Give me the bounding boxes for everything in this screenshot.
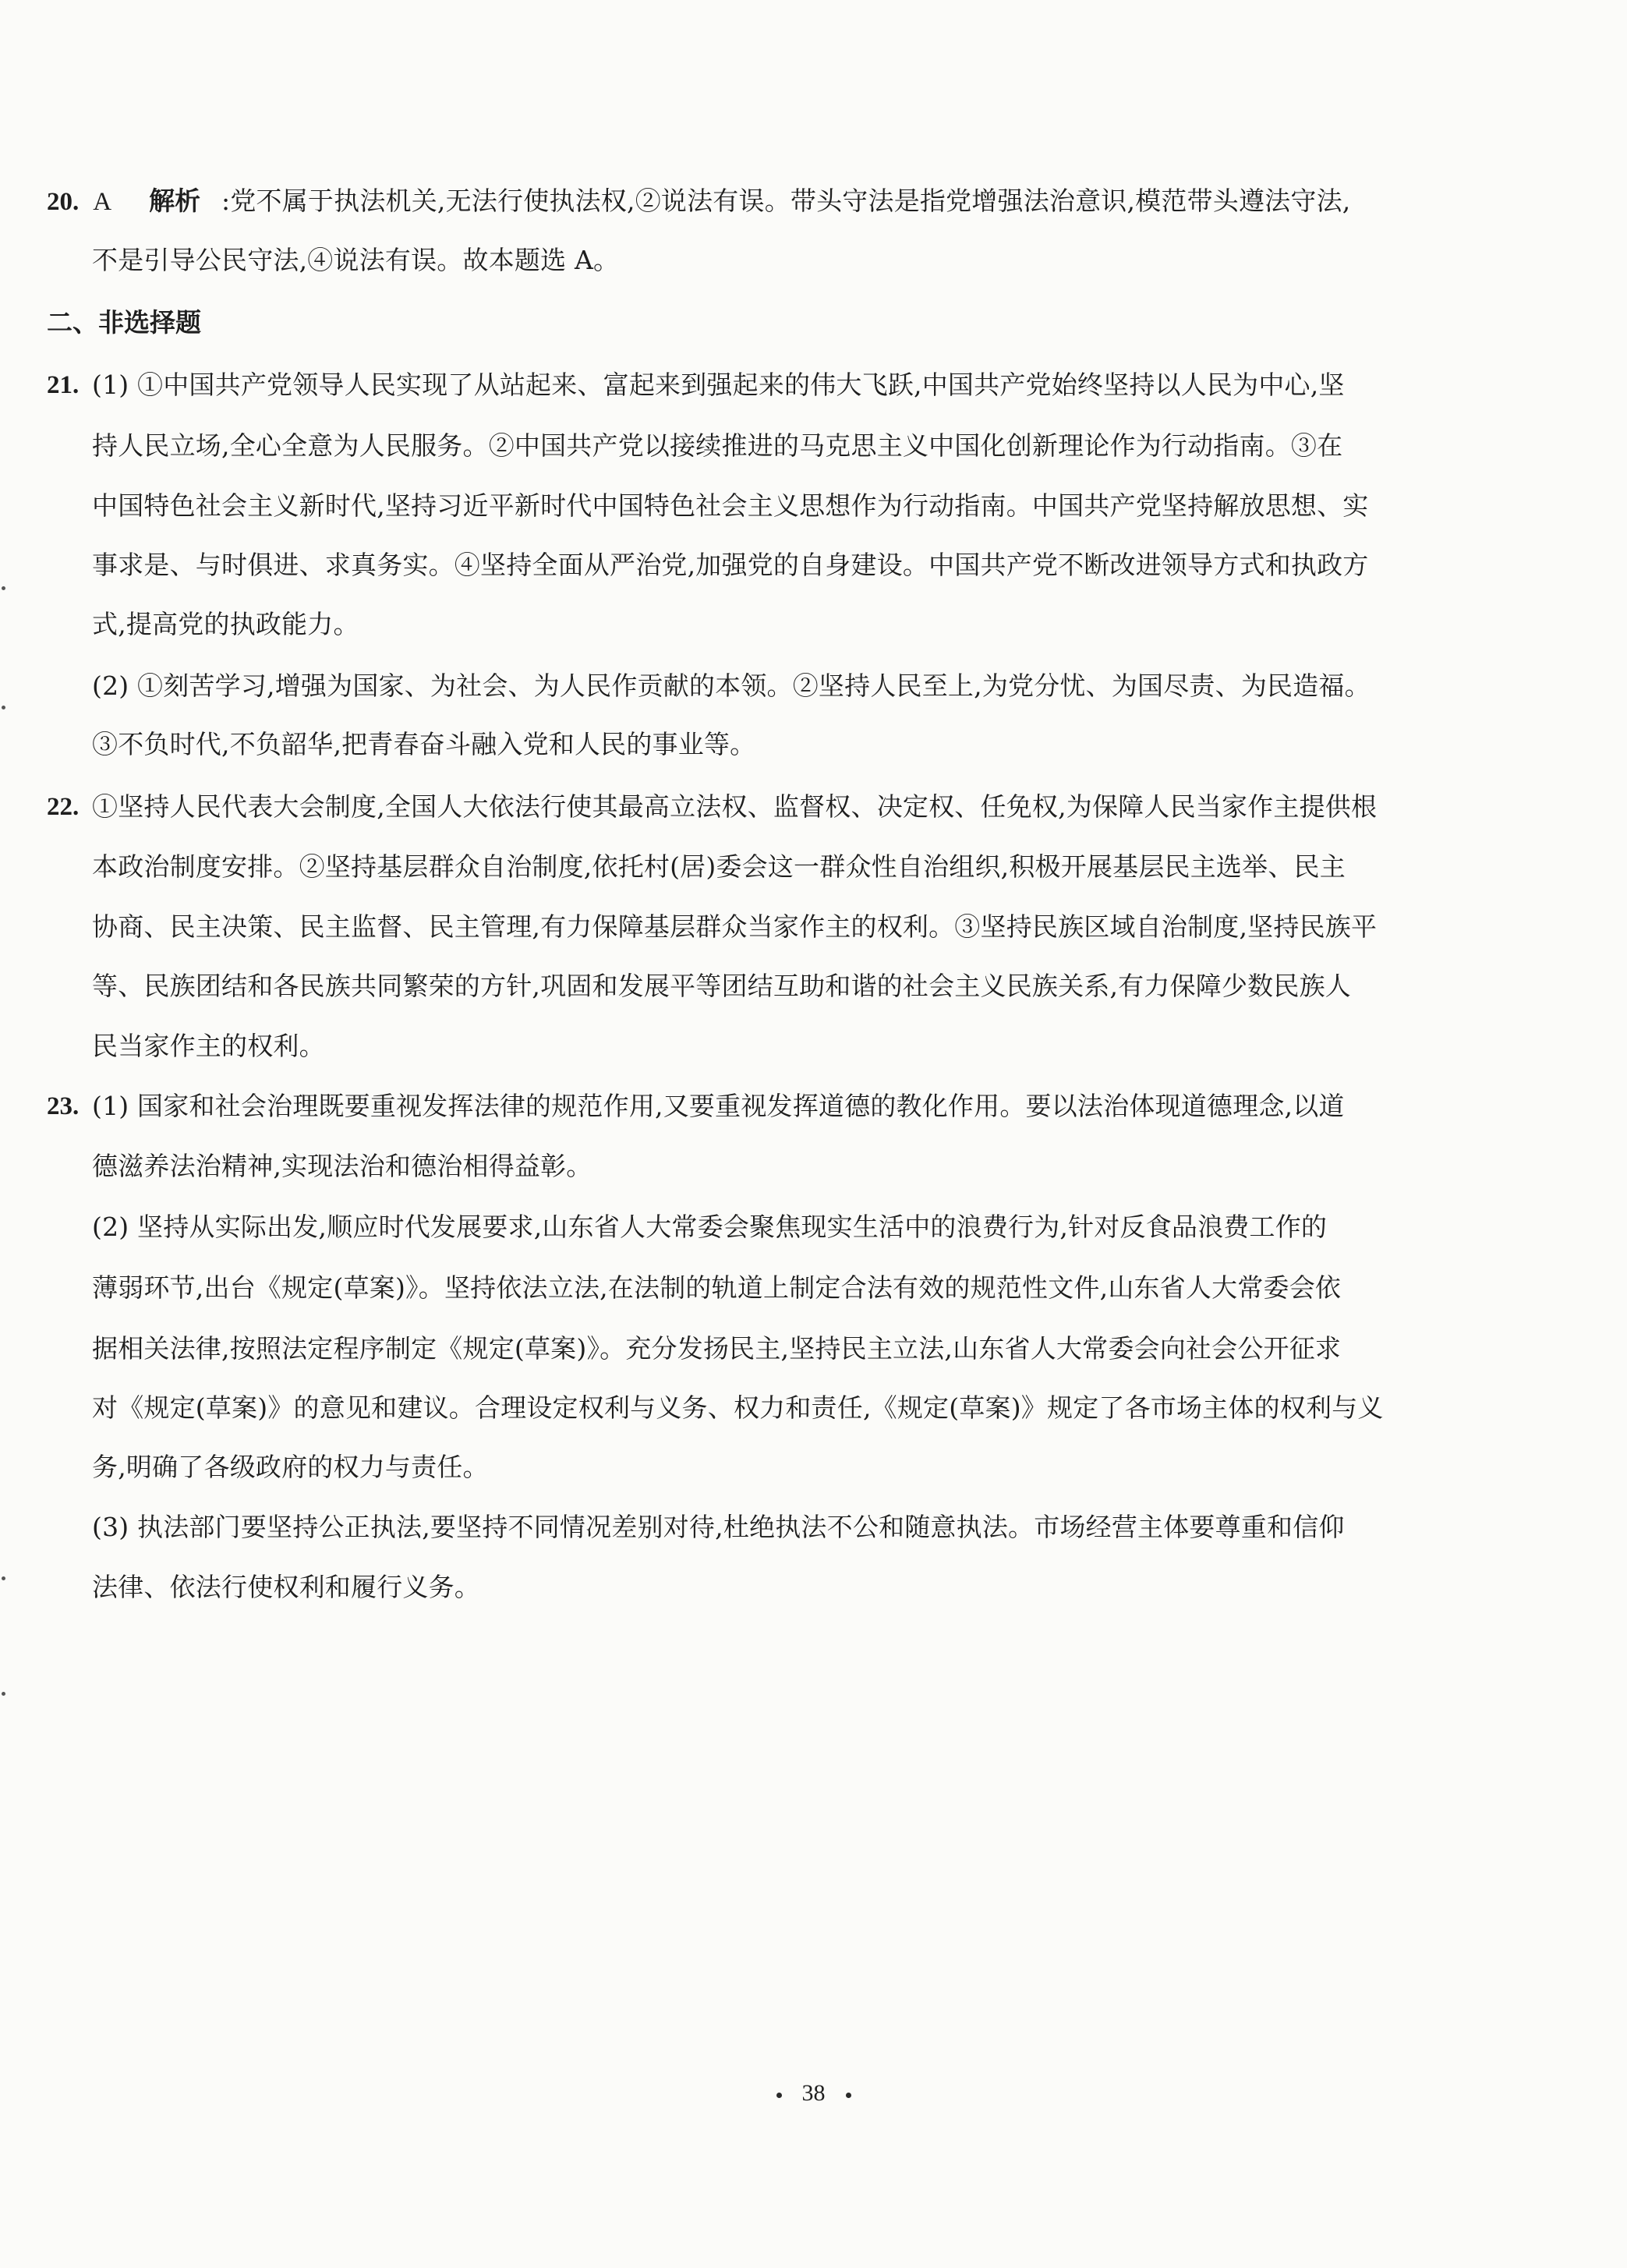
q20-analysis-label: 解析 bbox=[149, 186, 201, 216]
q20-line-1: :党不属于执法机关,无法行使执法权,②说法有误。带头守法是指党增强法治意识,模范带头遵法守法, bbox=[221, 186, 1351, 216]
q23-part2-line-3: 据相关法律,按照法定程序制定《规定(草案)》。充分发扬民主,坚持民主立法,山东省人大常委会向社会公开征求 bbox=[92, 1333, 1342, 1364]
q22-line-5: 民当家作主的权利。 bbox=[92, 1031, 325, 1061]
q21-number: 21. bbox=[47, 371, 80, 399]
q22-line-2: 本政治制度安排。②坚持基层群众自治制度,依托村(居)委会这一群众性自治组织,积极开展基层民主选举、民主 bbox=[92, 851, 1346, 882]
q21-part1-line-5: 式,提高党的执政能力。 bbox=[92, 609, 359, 639]
margin-mark bbox=[2, 586, 5, 590]
q23-part2-line-4: 对《规定(草案)》的意见和建议。合理设定权利与义务、权力和责任,《规定(草案)》规定了各市场主体的权利与义 bbox=[92, 1392, 1384, 1423]
q21-part1-line-3: 中国特色社会主义新时代,坚持习近平新时代中国特色社会主义思想作为行动指南。中国共产党坚持解放思想、实 bbox=[92, 490, 1369, 521]
page-number-right-dot bbox=[846, 2093, 851, 2098]
q23-part2-line-1: (2) 坚持从实际出发,顺应时代发展要求,山东省人大常委会聚焦现实生活中的浪费行为,针对反食品浪费工作的 bbox=[92, 1212, 1328, 1242]
q22-line-1: ①坚持人民代表大会制度,全国人大依法行使其最高立法权、监督权、决定权、任免权,为保障人民当家作主提供根 bbox=[92, 791, 1378, 822]
q22-line-4: 等、民族团结和各民族共同繁荣的方针,巩固和发展平等团结互助和谐的社会主义民族关系,有力保障少数民族人 bbox=[92, 971, 1351, 1001]
q23-part1-line-2: 德滋养法治精神,实现法治和德治相得益彰。 bbox=[92, 1151, 592, 1181]
q20-answer: A bbox=[93, 188, 112, 216]
margin-mark bbox=[2, 1576, 5, 1580]
q20-line-2: 不是引导公民守法,④说法有误。故本题选 A。 bbox=[92, 245, 620, 275]
q22-number: 22. bbox=[47, 793, 80, 821]
margin-mark bbox=[2, 706, 5, 709]
q21-part1-line-4: 事求是、与时俱进、求真务实。④坚持全面从严治党,加强党的自身建设。中国共产党不断改进领导方式和执政方 bbox=[92, 550, 1369, 580]
q23-part2-line-2: 薄弱环节,出台《规定(草案)》。坚持依法立法,在法制的轨道上制定合法有效的规范性文件,山东省人大常委会依 bbox=[92, 1272, 1342, 1303]
q23-number: 23. bbox=[47, 1092, 80, 1120]
q21-part2-line-2: ③不负时代,不负韶华,把青春奋斗融入党和人民的事业等。 bbox=[92, 729, 756, 759]
q22-line-3: 协商、民主决策、民主监督、民主管理,有力保障基层群众当家作主的权利。③坚持民族区域自治制度,坚持民族平 bbox=[92, 911, 1378, 942]
q20-number-text: 20. bbox=[47, 188, 80, 216]
q21-part1-line-2: 持人民立场,全心全意为人民服务。②中国共产党以接续推进的马克思主义中国化创新理论作为行动指南。③在 bbox=[92, 430, 1343, 461]
page-number-left-dot bbox=[776, 2093, 782, 2098]
page-number-text: 38 bbox=[801, 2080, 826, 2106]
page-number bbox=[0, 2078, 1627, 2109]
q23-part3-line-1: (3) 执法部门要坚持公正执法,要坚持不同情况差别对待,杜绝执法不公和随意执法。市场经营主体要尊重和信仰 bbox=[92, 1512, 1345, 1542]
q23-part3-line-2: 法律、依法行使权利和履行义务。 bbox=[92, 1572, 480, 1602]
q21-part1-line-1: (1) ①中国共产党领导人民实现了从站起来、富起来到强起来的伟大飞跃,中国共产党始终坚持以人民为中心,坚 bbox=[92, 370, 1345, 400]
q23-part1-line-1: (1) 国家和社会治理既要重视发挥法律的规范作用,又要重视发挥道德的教化作用。要以法治体现道德理念,以道 bbox=[92, 1091, 1345, 1121]
q20-number bbox=[47, 184, 200, 219]
q21-part2-line-1: (2) ①刻苦学习,增强为国家、为社会、为人民作贡献的本领。②坚持人民至上,为党分忧、为国尽责、为民造福。 bbox=[92, 670, 1371, 701]
section-title: 二、非选择题 bbox=[47, 307, 201, 338]
q23-part2-line-5: 务,明确了各级政府的权力与责任。 bbox=[92, 1452, 489, 1482]
margin-mark bbox=[2, 1692, 5, 1696]
